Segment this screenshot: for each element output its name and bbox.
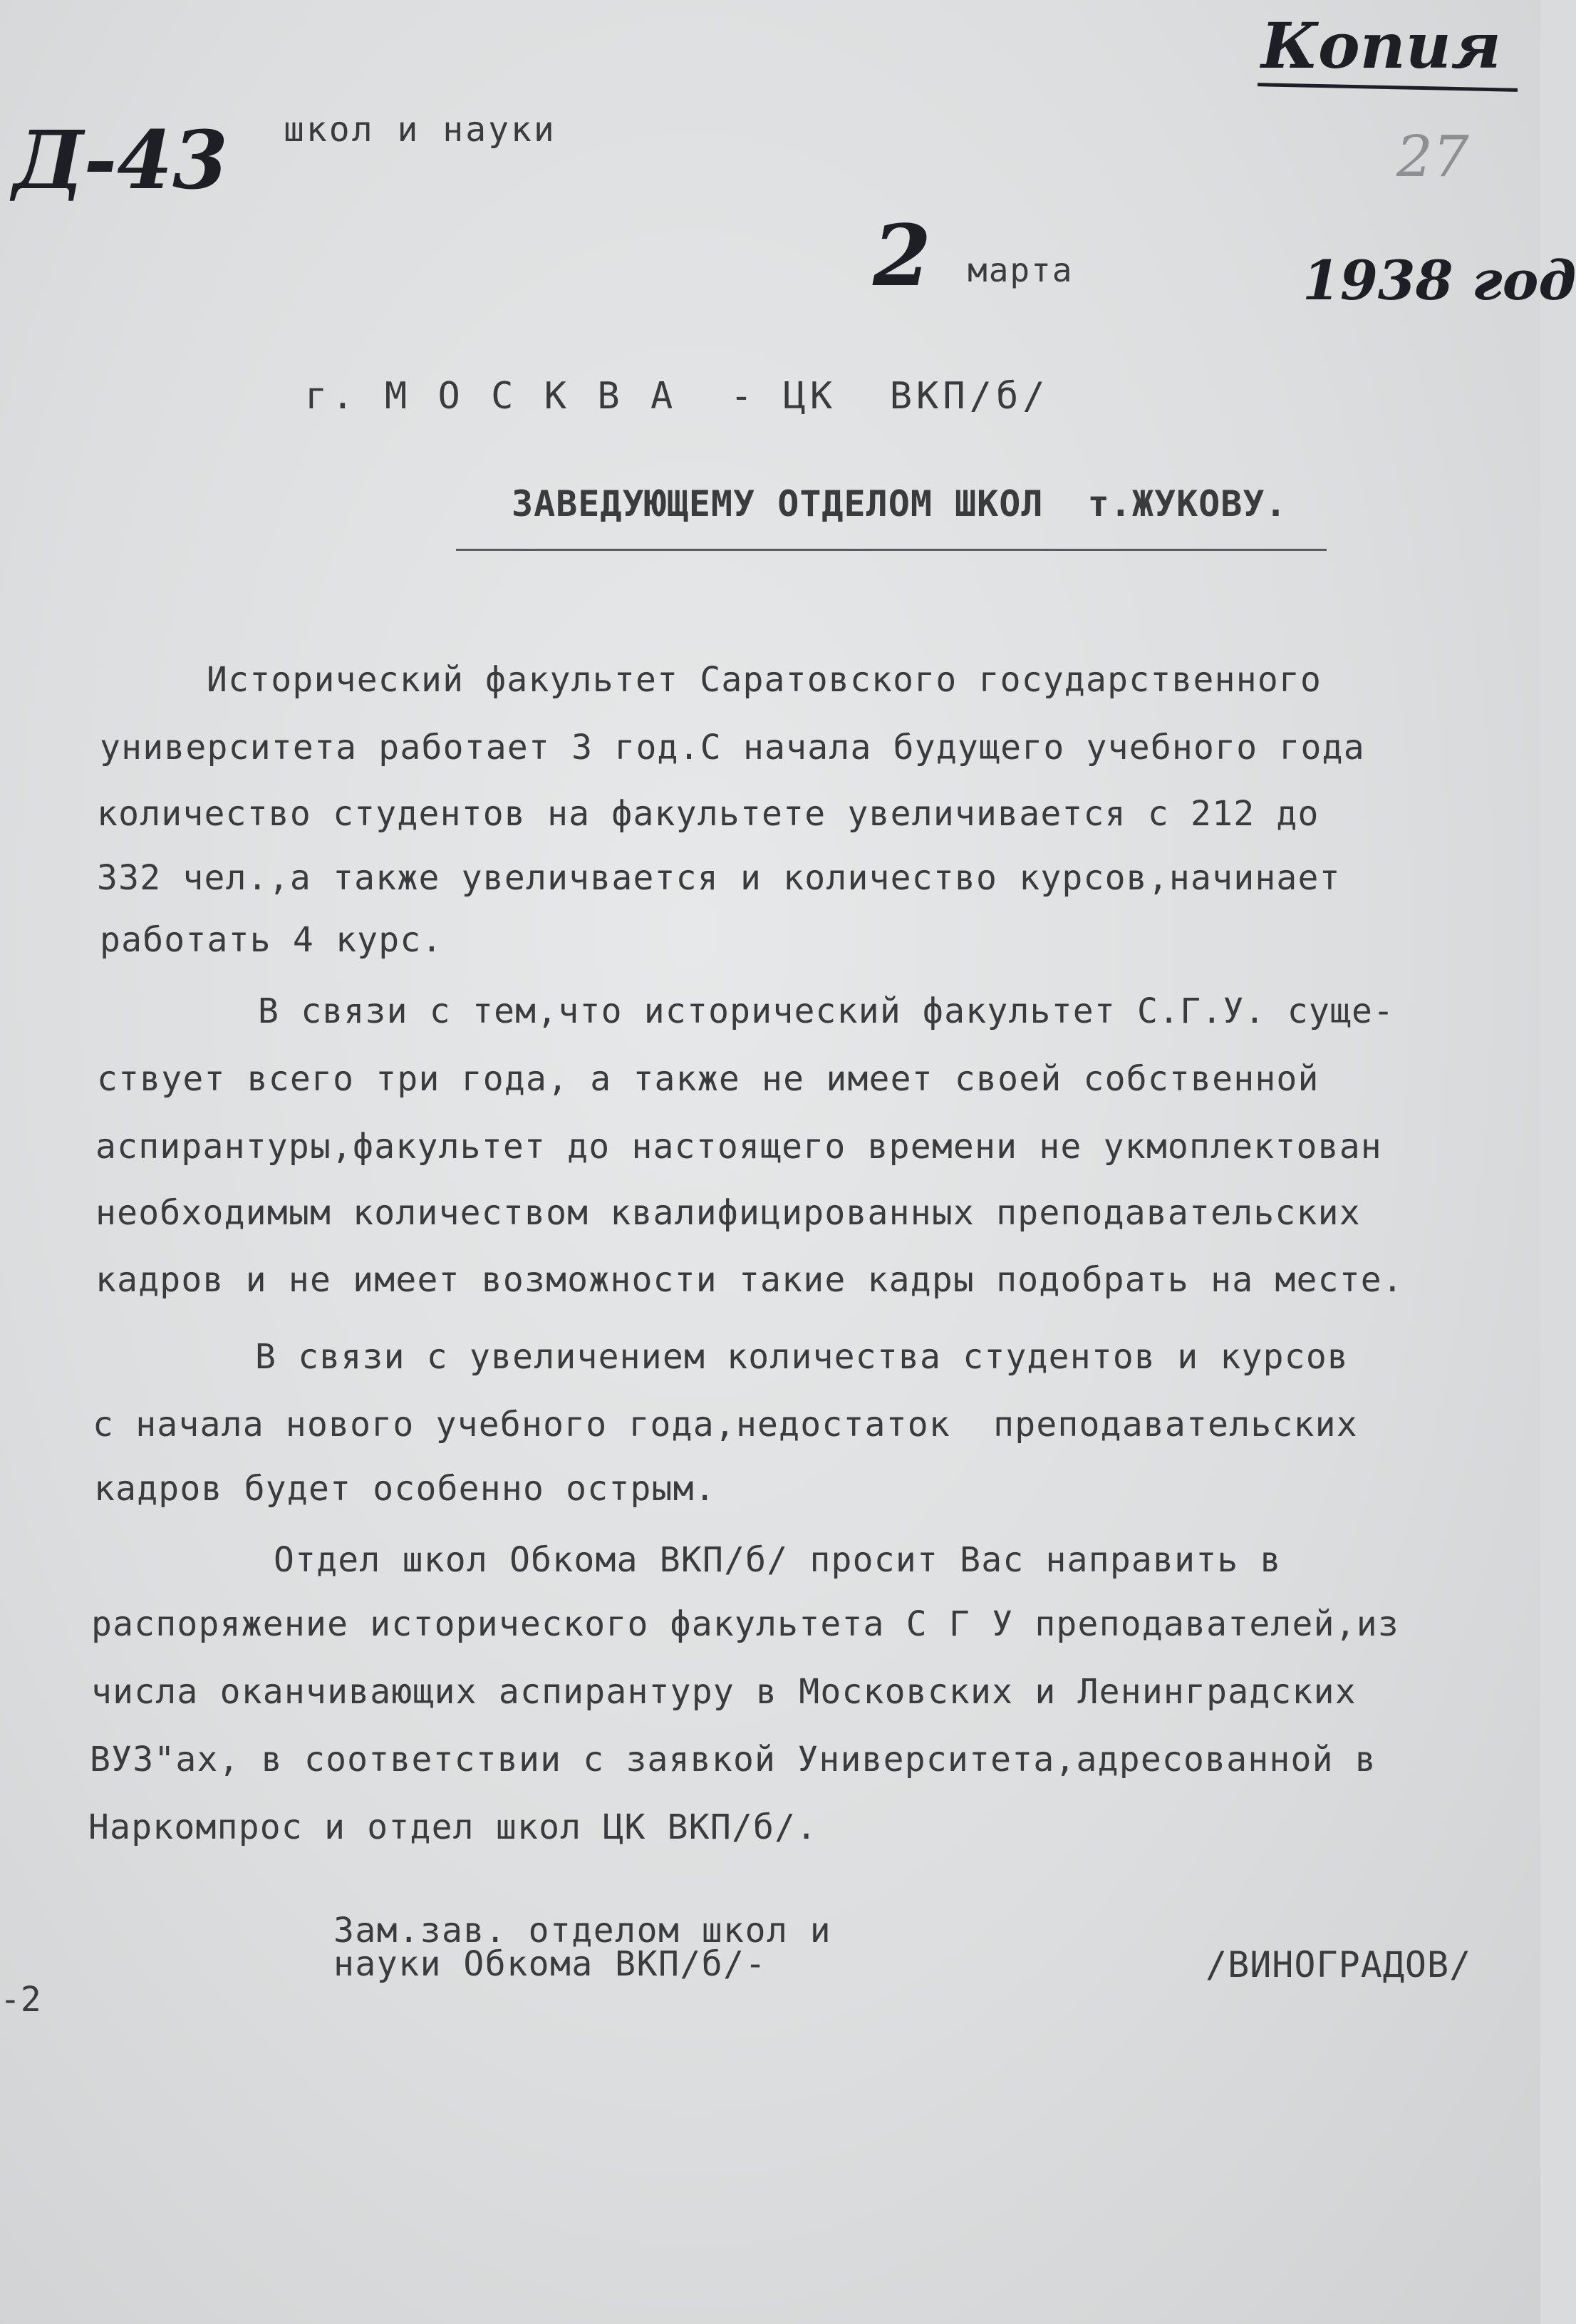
- body-line: аспирантуры,факультет до настоящего времени не укмоплектован: [95, 1127, 1382, 1167]
- body-line: ствует всего три года, а также не имеет своей собственной: [97, 1059, 1320, 1099]
- body-line: числа оканчивающих аспирантуру в Московских и Ленинградских: [91, 1672, 1357, 1712]
- body-line: работать 4 курс.: [100, 920, 443, 960]
- body-line: Отдел школ Обкома ВКП/б/ просит Вас направить в: [274, 1540, 1282, 1580]
- body-line: кадров будет особенно острым.: [94, 1469, 716, 1509]
- date-month: марта: [968, 251, 1074, 289]
- body-line: университета работает 3 год.С начала будущего учебного года: [100, 728, 1365, 768]
- archive-code: Д-43: [13, 114, 228, 207]
- date-year: 1938 год: [1302, 249, 1576, 312]
- signature-title-line2: науки Обкома ВКП/б/-: [333, 1944, 767, 1984]
- date-day: 2: [873, 206, 932, 305]
- margin-note: -2: [0, 1980, 41, 2020]
- sheet-number: 27: [1396, 123, 1469, 190]
- body-line: В связи с тем,что исторический факультет С.Г.У. суще-: [258, 991, 1395, 1031]
- body-line: 332 чел.,а также увеличвается и количество курсов,начинает: [97, 858, 1341, 898]
- body-line: необходимым количеством квалифицированных преподавательских: [95, 1193, 1361, 1233]
- body-line: В связи с увеличением количества студентов и курсов: [255, 1337, 1349, 1377]
- body-line: Наркомпрос и отдел школ ЦК ВКП/б/.: [88, 1807, 818, 1847]
- body-line: количество студентов на факультете увеличивается с 212 до: [97, 794, 1320, 834]
- addressee-underline: [456, 549, 1327, 551]
- body-line: Исторический факультет Саратовского государственного: [207, 660, 1322, 700]
- signature-title-line1: Зам.зав. отделом школ и: [333, 1911, 832, 1951]
- body-line: кадров и не имеет возможности такие кадры подобрать на месте.: [95, 1260, 1404, 1300]
- addressee-city-line: г. М О С К В А - ЦК ВКП/б/: [305, 375, 1049, 418]
- sender-department: школ и науки: [284, 110, 556, 150]
- body-line: ВУЗ"ах, в соответствии с заявкой Университета,адресованной в: [90, 1740, 1377, 1780]
- copy-stamp: Копия: [1261, 9, 1501, 83]
- copy-stamp-underline: [1258, 83, 1518, 92]
- signature-name: /ВИНОГРАДОВ/: [1206, 1944, 1472, 1985]
- body-line: распоряжение исторического факультета С Г У преподавателей,из: [91, 1604, 1400, 1644]
- body-line: с начала нового учебного года,недостаток преподавательских: [93, 1405, 1358, 1445]
- addressee-recipient-line: ЗАВЕДУЮЩЕМУ ОТДЕЛОМ ШКОЛ т.ЖУКОВУ.: [512, 483, 1287, 525]
